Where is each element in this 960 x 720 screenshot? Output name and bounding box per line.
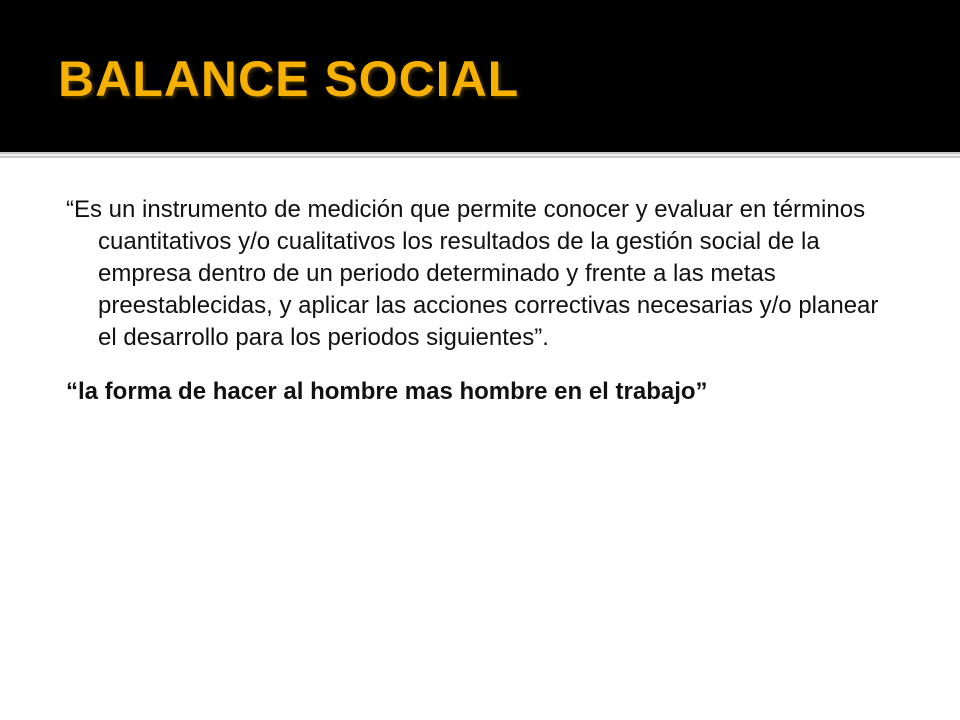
slide-body <box>66 194 896 408</box>
title-bar <box>0 0 960 152</box>
slide-title: BALANCE SOCIAL <box>58 51 520 107</box>
title-divider-highlight <box>0 154 960 156</box>
definition-text: “Es un instrumento de medición que permite conocer y evaluar en términos cuantitativos y/o cualitativos los resultados de la gestión social de la empresa dentro de un periodo determinado y frente a las metas preestablecidas, y aplicar las acciones correctivas necesarias y/o planear el desarrollo para los periodos siguientes”. <box>66 196 879 351</box>
motto-text: “la forma de hacer al hombre mas hombre en el trabajo” <box>66 378 708 405</box>
